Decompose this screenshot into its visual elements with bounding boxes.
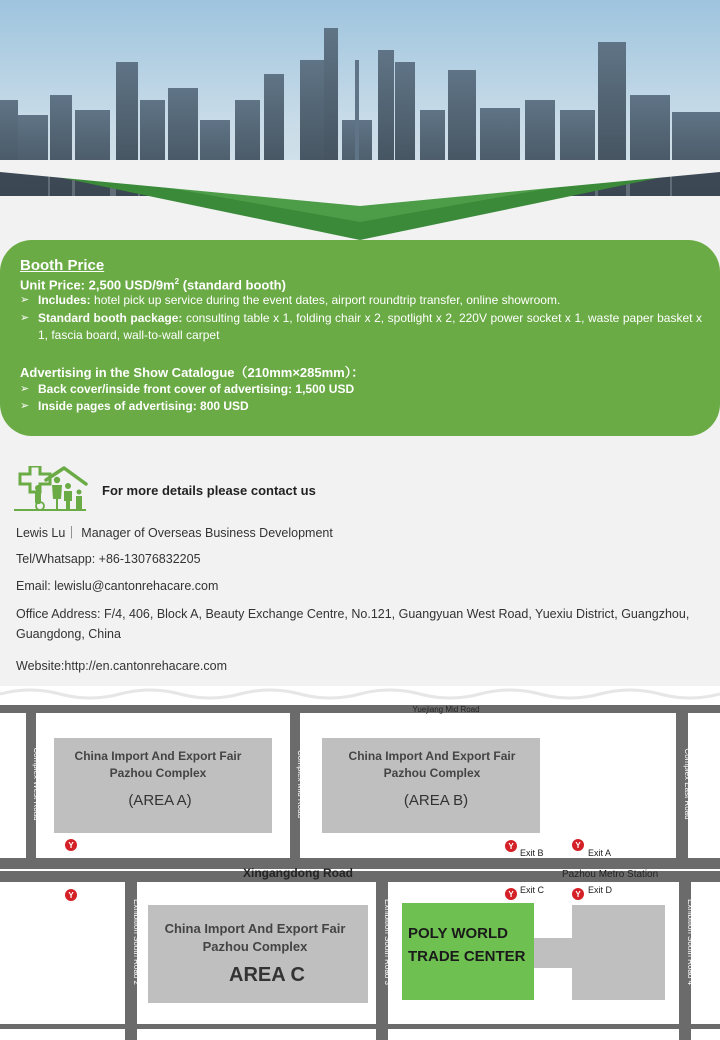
arrow-bullet-icon: ➢	[20, 400, 30, 413]
area-c-building	[148, 905, 368, 1003]
exit-a-label: Exit A	[588, 848, 612, 858]
booth-items	[20, 292, 702, 345]
area-c-label: AREA C	[229, 964, 305, 986]
arrow-bullet-icon: ➢	[20, 311, 30, 324]
advertising-title: Advertising in the Show Catalogue（210mm×285mm）：	[20, 364, 365, 380]
metro-icon-exit-b	[505, 840, 517, 852]
exit-b-label: Exit B	[520, 848, 544, 858]
website-link[interactable]: http://en.cantonrehacare.com	[64, 659, 228, 673]
metro-icon-exit-c	[505, 888, 517, 900]
road-complex-west: Complex West Road	[32, 747, 41, 821]
poly-world-annex	[572, 905, 665, 1000]
rehacare-logo-icon	[12, 466, 88, 512]
venue-map	[0, 686, 720, 1040]
advertising-items	[20, 381, 702, 416]
road-yuejiang: Yuejiang Mid Road	[412, 705, 480, 714]
area-a-label: (AREA A)	[128, 792, 192, 809]
metro-icon-exit-d	[572, 888, 584, 900]
area-c-line1: China Import And Export Fair	[164, 921, 346, 936]
svg-text:Y: Y	[575, 890, 581, 899]
metro-icon-2	[65, 889, 77, 901]
poly-world-connector	[534, 938, 574, 968]
road-complex-mid: Complex Mid Road	[296, 749, 305, 819]
area-a-line2: Pazhou Complex	[109, 766, 207, 780]
exit-c-label: Exit C	[520, 885, 545, 895]
area-b-label: (AREA B)	[403, 792, 469, 809]
area-a-line1: China Import And Export Fair	[74, 749, 242, 763]
poly-line1: POLY WORLD	[408, 925, 509, 942]
exit-d-label: Exit D	[588, 885, 613, 895]
contact-website	[16, 656, 227, 676]
svg-text:Y: Y	[508, 842, 514, 851]
booth-price-panel	[0, 240, 720, 436]
contact-person: Lewis Lu｜ Manager of Overseas Business Development	[16, 526, 333, 540]
area-b-line1: China Import And Export Fair	[348, 749, 516, 763]
metro-station-label: Pazhou Metro Station	[562, 869, 659, 880]
website-label: Website:	[16, 659, 65, 673]
svg-text:Y: Y	[68, 841, 74, 850]
list-item: ➢ Inside pages of advertising: 800 USD	[20, 398, 702, 416]
road-exhibition-2: Exhibition South Road 2	[132, 899, 141, 985]
contact-email: Email: lewislu@cantonrehacare.com	[16, 579, 219, 593]
contact-address: Office Address: F/4, 406, Block A, Beauty Exchange Centre, No.121, Guangyuan West Road, Yuexiu District, Guangzhou, Guangdong, China	[16, 607, 690, 641]
metro-icon-1	[65, 839, 77, 851]
arrow-bullet-icon: ➢	[20, 294, 30, 307]
road-exhibition-4: Exhibition South Road 4	[686, 899, 695, 985]
arrow-bullet-icon: ➢	[20, 382, 30, 395]
list-item: ➢ Includes: hotel pick up service during the event dates, airport roundtrip transfer, online showroom.	[20, 292, 702, 310]
svg-text:Y: Y	[575, 841, 581, 850]
list-item: ➢ Standard booth package: consulting table x 1, folding chair x 2, spotlight x 2, 220V power socket x 1, waste paper basket x 1, fascia board, wall-to-wall carpet	[20, 310, 702, 343]
road-exhibition-3: Exhibition South Road 3	[383, 899, 392, 985]
road-complex-east: Complex East Road	[683, 748, 692, 820]
contact-heading: For more details please contact us	[102, 483, 316, 498]
road-xingangdong: Xingangdong Road	[243, 866, 353, 880]
poly-line2: TRADE CENTER	[408, 948, 526, 965]
area-b-line2: Pazhou Complex	[383, 766, 481, 780]
booth-price-title: Booth Price	[20, 257, 105, 274]
svg-text:Y: Y	[68, 891, 74, 900]
contact-phone: Tel/Whatsapp: +86-13076832205	[16, 552, 201, 566]
city-skyline-banner	[0, 0, 720, 245]
svg-text:Y: Y	[508, 890, 514, 899]
unit-price: Unit Price: 2,500 USD/$9m^2$ (standard booth)	[20, 277, 286, 293]
metro-icon-exit-a	[572, 839, 584, 851]
list-item: ➢ Back cover/inside front cover of advertising: 1,500 USD	[20, 381, 702, 399]
area-c-line2: Pazhou Complex	[202, 939, 308, 954]
